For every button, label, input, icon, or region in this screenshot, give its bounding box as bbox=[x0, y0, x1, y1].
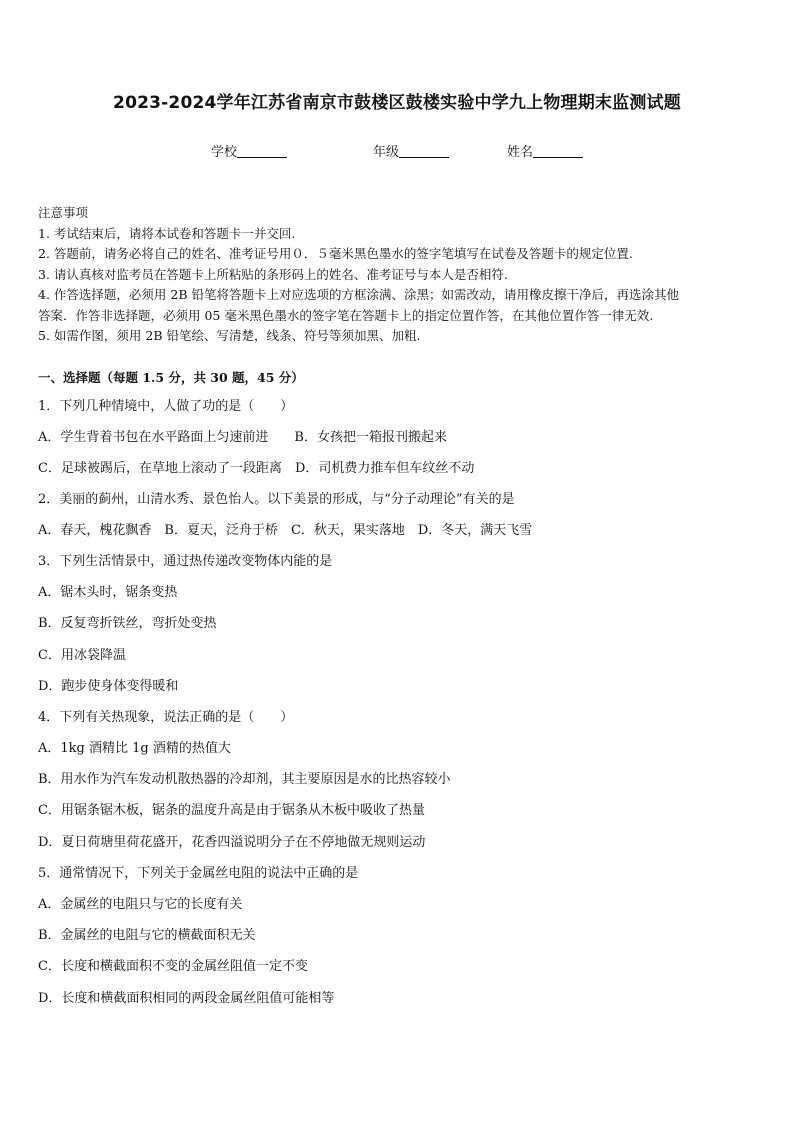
name-field bbox=[507, 141, 583, 160]
grade-field bbox=[373, 141, 449, 160]
note-item: 3. 请认真核对监考员在答题卡上所粘贴的条形码上的姓名、准考证号与本人是否相符. bbox=[38, 266, 508, 282]
school-field bbox=[211, 141, 287, 160]
question-stem: 1．下列几种情境中，人做了功的是（ ） bbox=[38, 399, 294, 414]
name-label: 姓名 bbox=[507, 145, 534, 160]
question-option: A．金属丝的电阻只与它的长度有关 bbox=[38, 897, 243, 912]
grade-blank bbox=[399, 145, 449, 158]
question-option: B．金属丝的电阻与它的横截面积无关 bbox=[38, 928, 256, 943]
question-option: A．锯木头时，锯条变热 bbox=[38, 585, 178, 600]
question-option: D．长度和横截面积相同的两段金属丝阻值可能相等 bbox=[38, 991, 335, 1006]
question-stem: 5．通常情况下，下列关于金属丝电阻的说法中正确的是 bbox=[38, 866, 359, 881]
notes-block bbox=[38, 203, 760, 347]
question-stem: 4．下列有关热现象，说法正确的是（ ） bbox=[38, 710, 294, 725]
question-option: B．反复弯折铁丝，弯折处变热 bbox=[38, 616, 217, 631]
question-stem: 3．下列生活情景中，通过热传递改变物体内能的是 bbox=[38, 554, 333, 569]
question-option-row: A．春天，槐花飘香 B．夏天，泛舟于桥 C．秋天，果实落地 D．冬天，满天飞雪 bbox=[38, 523, 533, 538]
question-stem: 2．美丽的蓟州，山清水秀、景色怡人。以下美景的形成，与“分子动理论”有关的是 bbox=[38, 492, 515, 507]
note-item: 答案．作答非选择题，必须用 05 毫米黑色墨水的签字笔在答题卡上的指定位置作答，在其他位置作答一律无效. bbox=[38, 307, 654, 323]
question-option: D．跑步使身体变得暖和 bbox=[38, 679, 179, 694]
note-item: 1. 考试结束后，请将本试卷和答题卡一并交回. bbox=[38, 225, 296, 241]
question-option: D．夏日荷塘里荷花盛开，花香四溢说明分子在不停地做无规则运动 bbox=[38, 835, 426, 850]
question-option-row: A．学生背着书包在水平路面上匀速前进 B．女孩把一箱报刊搬起来 bbox=[38, 430, 447, 445]
note-item: 5. 如需作图，须用 2B 铅笔绘、写清楚，线条、符号等须加黑、加粗. bbox=[38, 328, 421, 343]
section-heading: 一、选择题（每题 1.5 分，共 30 题，45 分） bbox=[38, 370, 304, 385]
question-option: C．用冰袋降温 bbox=[38, 648, 126, 663]
question-option: C．长度和横截面积不变的金属丝阻值一定不变 bbox=[38, 959, 308, 974]
name-blank bbox=[533, 145, 583, 158]
school-label: 学校 bbox=[211, 145, 238, 160]
question-option: A．1kg 酒精比 1g 酒精的热值大 bbox=[38, 741, 231, 756]
question-option-row: C．足球被踢后，在草地上滚动了一段距离 D．司机费力推车但车纹丝不动 bbox=[38, 461, 475, 476]
note-item: 4. 作答选择题，必须用 2B 铅笔将答题卡上对应选项的方框涂满、涂黑；如需改动，请用橡皮擦干净后，再选涂其他 bbox=[38, 287, 679, 302]
grade-label: 年级 bbox=[373, 145, 400, 160]
school-blank bbox=[237, 145, 287, 158]
question-option: C．用锯条锯木板，锯条的温度升高是由于锯条从木板中吸收了热量 bbox=[38, 803, 425, 818]
notes-heading: 注意事项 bbox=[38, 205, 89, 220]
question-option: B．用水作为汽车发动机散热器的冷却剂，其主要原因是水的比热容较小 bbox=[38, 772, 451, 787]
page-title: 2023-2024学年江苏省南京市鼓楼区鼓楼实验中学九上物理期末监测试题 bbox=[113, 93, 681, 113]
note-item: 2. 答题前，请务必将自己的姓名、准考证号用０．５毫米黑色墨水的签字笔填写在试卷及答题卡的规定位置. bbox=[38, 246, 633, 261]
